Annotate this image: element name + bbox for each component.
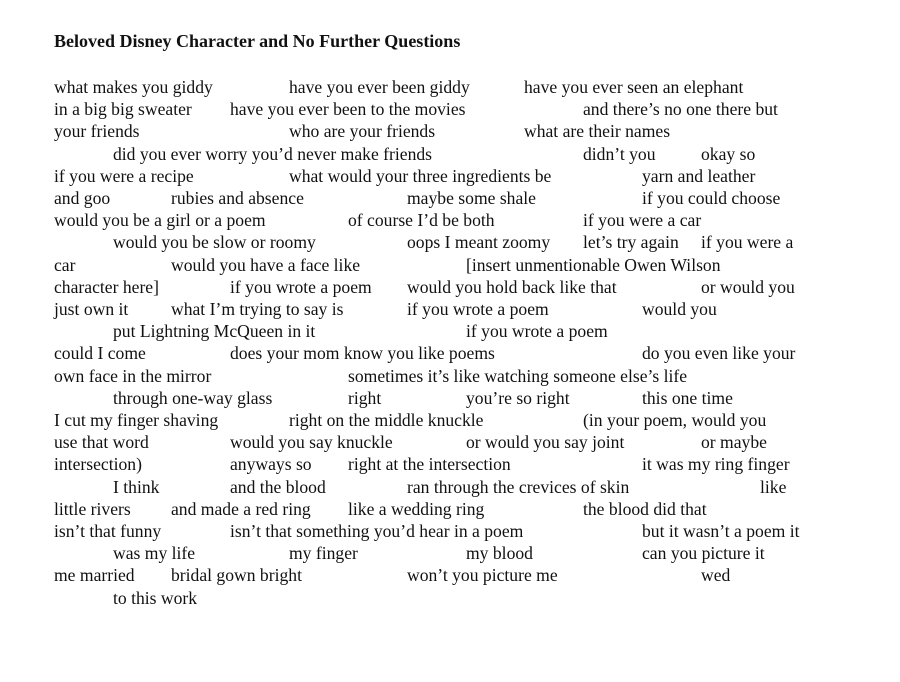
poem-phrase: your friends (54, 121, 140, 142)
poem-phrase: put Lightning McQueen in it (113, 321, 316, 342)
poem-phrase: this one time (642, 387, 733, 408)
poem-phrase: and goo (54, 188, 111, 208)
poem-phrase: use that word (54, 432, 149, 453)
poem-phrase: rubies and absence (171, 188, 304, 208)
poem-line (0, 342, 900, 364)
poem-phrase: my finger (289, 543, 358, 564)
poem-phrase: to this work (113, 587, 198, 608)
poem-line (0, 498, 900, 520)
poem-phrase: yarn and leather (642, 165, 756, 186)
poem-phrase: car (54, 254, 76, 275)
poem-phrase: character here] (54, 276, 159, 297)
poem-phrase: could I come (54, 343, 146, 364)
poem-phrase: if you could choose (642, 188, 781, 208)
poem-phrase: my blood (466, 543, 533, 564)
poem-phrase: if you were a car (583, 210, 702, 231)
poem-phrase: have you ever been to the movies (230, 99, 466, 120)
poem-phrase: and there’s no one there but (583, 99, 778, 120)
poem-phrase: I cut my finger shaving (54, 410, 219, 430)
poem-phrase: if you were a recipe (54, 165, 194, 186)
poem-phrase: of course I’d be both (348, 210, 495, 231)
poem-line (0, 587, 900, 609)
poem-phrase: but it wasn’t a poem it (642, 521, 800, 541)
poem-phrase: if you wrote a poem (407, 299, 549, 319)
poem-phrase: (in your poem, would you (583, 410, 767, 430)
poem-phrase: maybe some shale (407, 188, 536, 208)
poem-line (0, 542, 900, 564)
poem-phrase: does your mom know you like poems (230, 343, 495, 364)
poem-phrase: let’s try again (583, 232, 679, 253)
poem-phrase: isn’t that something you’d hear in a poem (230, 521, 524, 541)
poem-line (0, 431, 900, 453)
poem-phrase: what makes you giddy (54, 77, 213, 97)
poem-phrase: would you say knuckle (230, 432, 393, 453)
poem-phrase: little rivers (54, 498, 131, 519)
poem-line (0, 298, 900, 320)
poem-phrase: in a big big sweater (54, 99, 192, 120)
poem-phrase: did you ever worry you’d never make friends (113, 143, 433, 164)
poem-phrase: I think (113, 476, 160, 497)
poem-phrase: do you even like your (642, 343, 796, 364)
poem-phrase: isn’t that funny (54, 521, 162, 541)
poem-phrase: okay so (701, 143, 756, 164)
poem-phrase: [insert unmentionable Owen Wilson (466, 254, 721, 275)
poem-phrase: the blood did that (583, 498, 707, 519)
poem-phrase: right at the intersection (348, 454, 511, 475)
poem-phrase: would you have a face like (171, 254, 361, 275)
poem-phrase: just own it (54, 299, 129, 319)
poem-phrase: would you hold back like that (407, 276, 617, 297)
poem-phrase: right on the middle knuckle (289, 410, 484, 430)
poem-phrase: have you ever seen an elephant (524, 77, 744, 97)
poem-phrase: through one-way glass (113, 387, 273, 408)
poem-line (0, 320, 900, 342)
poem-phrase: have you ever been giddy (289, 77, 470, 97)
poem-phrase: like a wedding ring (348, 498, 485, 519)
poem-line (0, 209, 900, 231)
poem-phrase: like (760, 476, 787, 497)
poem-phrase: me married (54, 565, 135, 586)
poem-line (0, 76, 900, 98)
poem-phrase: if you wrote a poem (466, 321, 608, 342)
poem-phrase: would you be a girl or a poem (54, 210, 266, 231)
poem-line (0, 520, 900, 542)
poem-line (0, 409, 900, 431)
poem-phrase: or would you (701, 276, 795, 297)
poem-line (0, 476, 900, 498)
poem-phrase: right (348, 387, 382, 408)
poem-line (0, 187, 900, 209)
poem-phrase: anyways so (230, 454, 312, 475)
poem-phrase: sometimes it’s like watching someone else’s life (348, 365, 688, 386)
poem-line (0, 365, 900, 387)
poem-line (0, 120, 900, 142)
poem-phrase: you’re so right (466, 387, 570, 408)
poem-phrase: if you wrote a poem (230, 276, 372, 297)
poem-line (0, 453, 900, 475)
poem-phrase: would you (642, 299, 717, 319)
poem-phrase: and made a red ring (171, 498, 311, 519)
poem-line (0, 564, 900, 586)
poem-line (0, 387, 900, 409)
poem-line (0, 254, 900, 276)
poem-line (0, 276, 900, 298)
poem-phrase: won’t you picture me (407, 565, 558, 586)
poem-phrase: if you were a (701, 232, 794, 253)
poem-phrase: would you be slow or roomy (113, 232, 316, 253)
poem-line (0, 98, 900, 120)
poem-phrase: it was my ring finger (642, 454, 790, 475)
poem-phrase: what would your three ingredients be (289, 165, 552, 186)
poem-phrase: and the blood (230, 476, 326, 497)
poem-line (0, 165, 900, 187)
poem-phrase: didn’t you (583, 143, 656, 164)
poem-phrase: or maybe (701, 432, 767, 453)
poem-title: Beloved Disney Character and No Further Questions (54, 31, 461, 51)
poem-phrase: intersection) (54, 454, 142, 475)
poem-phrase: oops I meant zoomy (407, 232, 551, 253)
poem-phrase: who are your friends (289, 121, 436, 142)
poem-phrase: can you picture it (642, 543, 765, 564)
poem-phrase: was my life (113, 543, 196, 564)
poem-phrase: or would you say joint (466, 432, 625, 453)
poem-line (0, 231, 900, 253)
poem-phrase: wed (701, 565, 731, 586)
poem-phrase: bridal gown bright (171, 565, 302, 586)
poem-phrase: what I’m trying to say is (171, 299, 344, 319)
poem-line (0, 143, 900, 165)
poem-phrase: ran through the crevices of skin (407, 476, 630, 497)
poem-phrase: what are their names (524, 121, 671, 142)
poem-phrase: own face in the mirror (54, 365, 212, 386)
